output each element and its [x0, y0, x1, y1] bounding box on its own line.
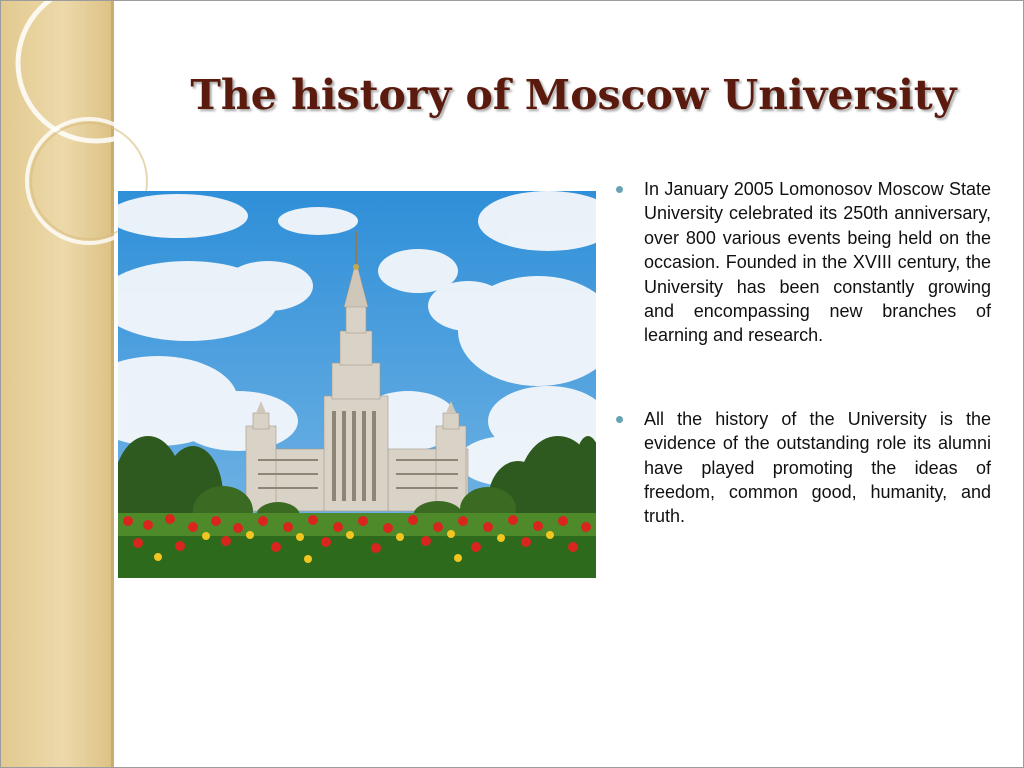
bullet-text: All the history of the University is the evidence of the outstanding role its alumni have played promoting the ideas of freedom, common good, humanity, and truth. [644, 408, 991, 527]
bullet-item [613, 177, 991, 348]
bullet-text: In January 2005 Lomonosov Moscow State University celebrated its 250th anniversary, over 800 various events being held on the occasion. Founded in the XVIII century, the University has been constantly growing and encompassing new branches of learning and research. [644, 179, 991, 346]
slide-title: The history of Moscow University [190, 71, 957, 119]
bullet-dot-icon [616, 186, 623, 193]
bullet-list [613, 177, 991, 529]
bullet-dot-icon [616, 416, 623, 423]
bullet-item [613, 407, 991, 529]
university-photo [118, 191, 596, 578]
